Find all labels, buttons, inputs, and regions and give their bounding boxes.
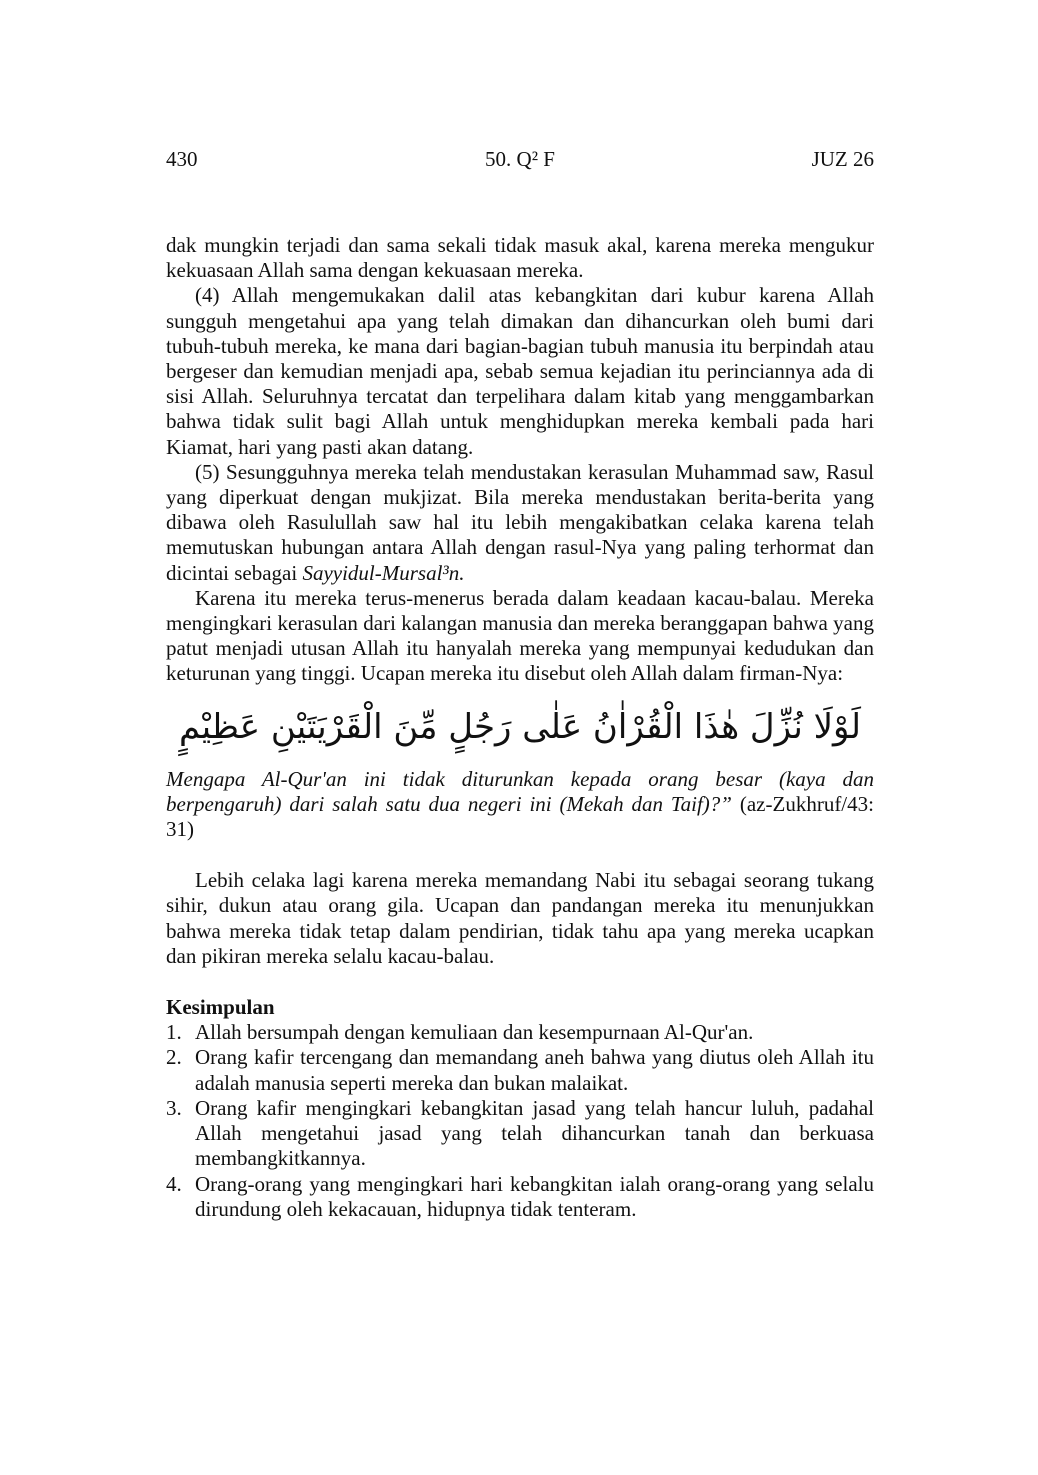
page-number: 430 [166, 147, 198, 171]
list-item-number: 4. [166, 1171, 182, 1196]
list-item-text: Orang kafir mengingkari kebangkitan jasad yang telah hancur luluh, padahal Allah mengetahui jasad yang telah dihancurkan tanah dan berkuasa membangkitkannya. [195, 1095, 874, 1171]
paragraph-2: (4) Allah mengemukakan dalil atas kebangkitan dari kubur karena Allah sungguh mengetahui apa yang telah dimakan dan dihancurkan oleh bumi dari tubuh-tubuh mereka, ke mana dari bagian-bagian tubuh manusia itu berpindah atau bergeser dan kemudian menjadi apa, sebab semua kejadian itu perinciannya ada di sisi Allah. Seluruhnya tercatat dan terpelihara dalam kitab yang menggambarkan bahwa tidak sulit bagi Allah untuk menghidupkan mereka kembali pada hari Kiamat, hari yang pasti akan datang. [166, 283, 874, 459]
list-item [166, 1045, 874, 1095]
conclusion-title: Kesimpulan [166, 995, 275, 1020]
list-item [166, 1172, 874, 1222]
list-item-text: Orang kafir tercengang dan memandang aneh bahwa yang diutus oleh Allah itu adalah manusia seperti mereka dan bukan malaikat. [195, 1045, 874, 1095]
verse-reference: (az-Zukhruf/43: 31) [166, 791, 874, 842]
list-item-text: Orang-orang yang mengingkari hari kebangkitan ialah orang-orang yang selalu dirundung oleh kekacauan, hidupnya tidak tenteram. [195, 1171, 874, 1221]
paragraph-3 [166, 460, 874, 586]
paragraph-1: dak mungkin terjadi dan sama sekali tidak masuk akal, karena mereka mengukur kekuasaan Allah sama dengan kekuasaan mereka. [166, 233, 874, 283]
translation-text: Mengapa Al-Qur'an ini tidak diturunkan kepada orang besar (kaya dan berpengaruh) dari salah satu dua negeri ini (Mekah dan Taif)?” [166, 766, 874, 816]
list-item-number: 2. [166, 1045, 182, 1070]
list-item-text: Allah bersumpah dengan kemuliaan dan kesempurnaan Al-Qur'an. [195, 1020, 754, 1045]
list-item-number: 3. [166, 1095, 182, 1120]
paragraph-3-italic-term: Sayyidul-Mursal³n. [302, 560, 465, 585]
arabic-verse: لَوْلَا نُزِّلَ هٰذَا الْقُرْاٰنُ عَلٰى رَجُلٍ مِّنَ الْقَرْيَتَيْنِ عَظِيْمٍ [179, 706, 861, 747]
conclusion-list [166, 1020, 874, 1222]
surah-title: 50. Q² F [485, 147, 555, 171]
paragraph-3-text: (5) Sesungguhnya mereka telah mendustakan kerasulan Muhammad saw, Rasul yang diperkuat dengan mukjizat. Bila mereka mendustakan berita-berita yang dibawa oleh Rasulullah saw hal itu lebih mengakibatkan celaka karena telah memutuskan hubungan antara Allah dengan rasul-Nya yang paling terhormat dan dicintai sebagai [166, 459, 874, 585]
list-item [166, 1020, 874, 1045]
list-item-number: 1. [166, 1020, 182, 1045]
page-content [166, 233, 874, 1222]
list-item [166, 1096, 874, 1172]
verse-translation [166, 767, 874, 843]
paragraph-4: Karena itu mereka terus-menerus berada dalam keadaan kacau-balau. Mereka mengingkari kerasulan dari kalangan manusia dan mereka beranggapan bahwa yang patut menjadi utusan Allah itu hanyalah mereka yang mempunyai kedudukan dan keturunan yang tinggi. Ucapan mereka itu disebut oleh Allah dalam firman-Nya: [166, 585, 874, 686]
page-header [166, 144, 874, 174]
paragraph-5: Lebih celaka lagi karena mereka memandang Nabi itu sebagai seorang tukang sihir, dukun atau orang gila. Ucapan dan pandangan mereka itu menunjukkan bahwa mereka tidak tetap dalam pendirian, tidak tahu apa yang mereka ucapkan dan pikiran mereka selalu kacau-balau. [166, 868, 874, 968]
juz-label: JUZ 26 [811, 147, 874, 171]
